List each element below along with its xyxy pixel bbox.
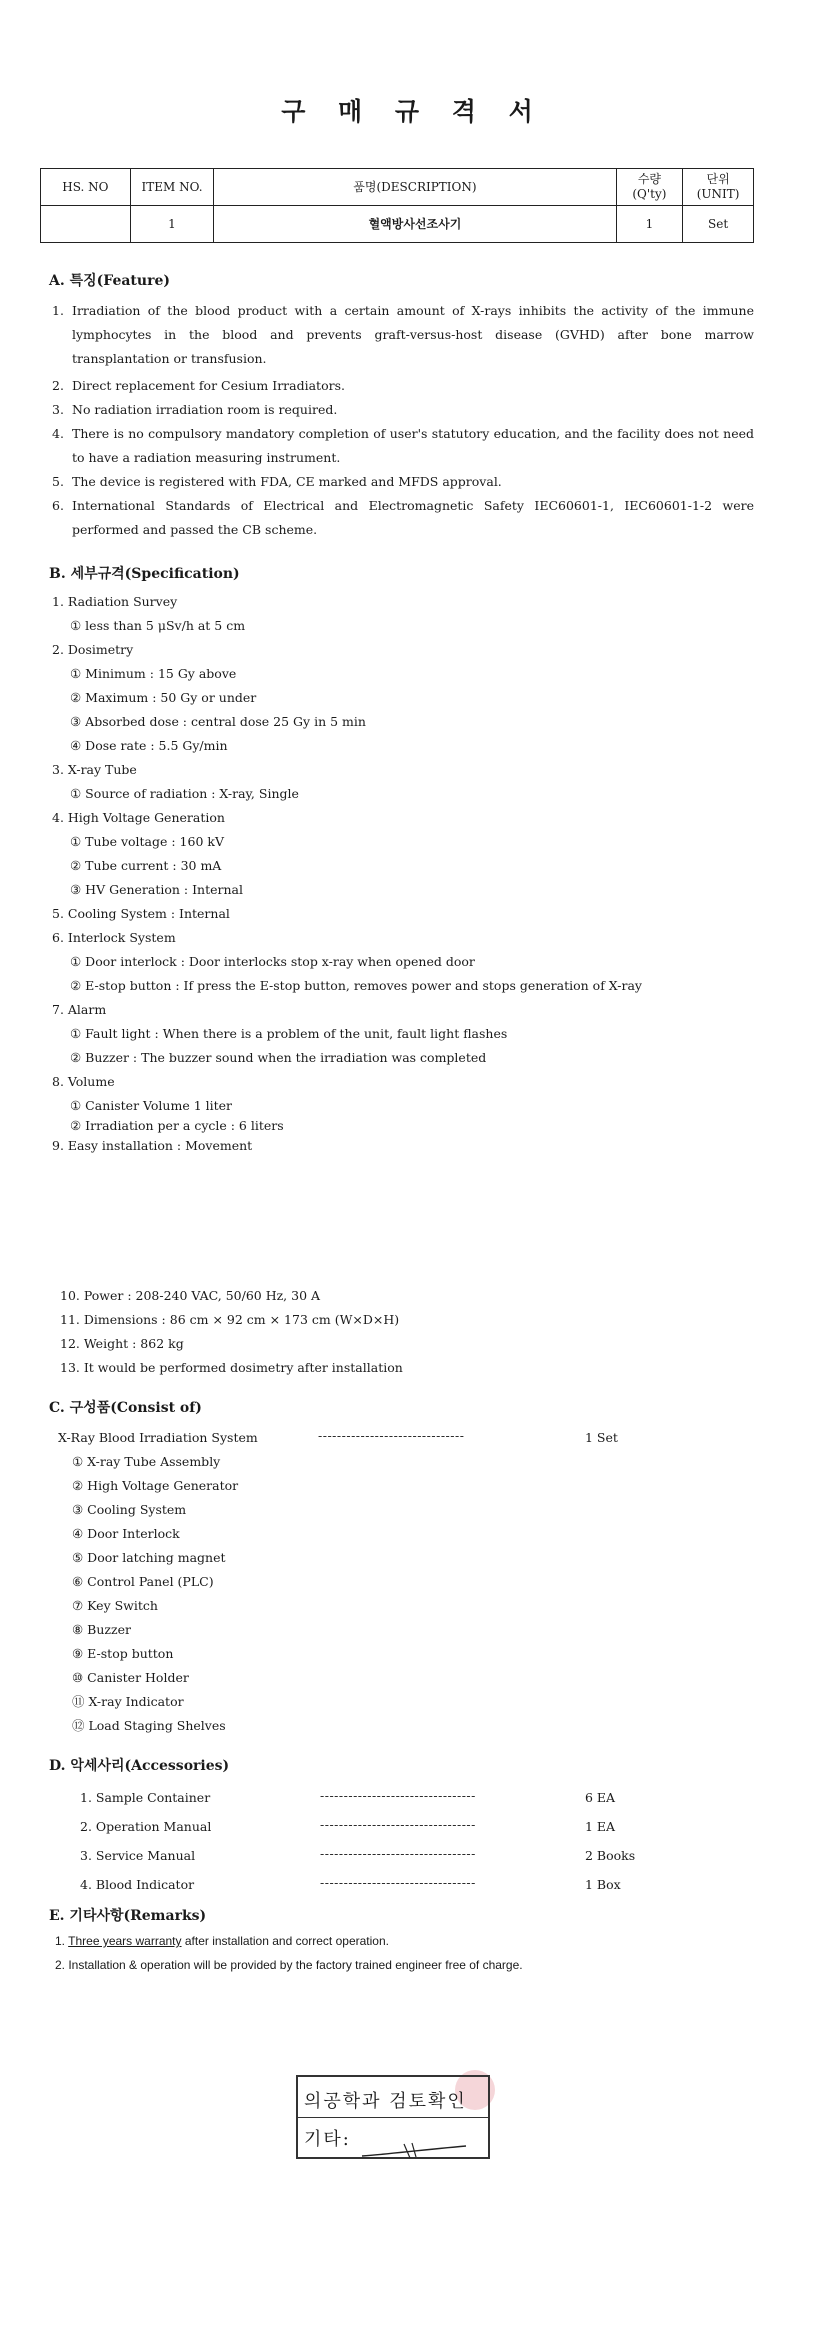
spec-line: ② Tube current : 30 mA [70,858,222,873]
accessory-dashes: --------------------------------- [320,1788,476,1803]
accessory-name: 4. Blood Indicator [80,1877,195,1892]
header-table-row [41,206,754,243]
cell-qty: 1 [616,206,683,243]
col-unit-ko: 단위 [706,172,730,186]
remarks-heading: E. 기타사항(Remarks) [49,1908,207,1924]
col-unit-en: (UNIT) [696,187,740,201]
spec-line: 7. Alarm [52,1002,107,1017]
spec-line: 8. Volume [52,1074,115,1089]
stamp-line-1: 의공학과 검토확인 [304,2091,467,2112]
spec-line: ③ Absorbed dose : central dose 25 Gy in 5 min [70,714,366,729]
remark-2: 2. Installation & operation will be provided by the factory trained engineer free of charge. [55,1958,523,1972]
spec-line: 13. It would be performed dosimetry after installation [60,1360,403,1375]
spec-line: ① Tube voltage : 160 kV [70,834,224,849]
spec-line: 9. Easy installation : Movement [52,1138,253,1153]
feature-heading: A. 특징(Feature) [49,273,170,289]
consist-item: ② High Voltage Generator [72,1478,239,1493]
spec-line: 2. Dosimetry [52,642,134,657]
feature-num-4: 4. [52,426,64,441]
spec-line: ① Source of radiation : X-ray, Single [70,786,299,801]
document-title: 구 매 규 격 서 [281,97,545,126]
remark-1-underlined: Three years warranty [68,1934,182,1948]
spec-line: ① Door interlock : Door interlocks stop x-ray when opened door [70,954,475,969]
accessory-qty: 1 EA [585,1819,616,1834]
spec-line: ① less than 5 μSv/h at 5 cm [70,618,246,633]
consist-item: ⑧ Buzzer [72,1622,131,1637]
remark-1-rest: after installation and correct operation. [181,1934,389,1948]
spec-line: 1. Radiation Survey [52,594,178,609]
spec-line: ② Maximum : 50 Gy or under [70,690,257,705]
remark-1 [55,1933,389,1949]
feature-num-5: 5. [52,474,64,489]
col-item-no: ITEM NO. [130,169,213,206]
accessory-dashes: --------------------------------- [320,1875,476,1890]
spec-line: ③ HV Generation : Internal [70,882,243,897]
spec-line: 3. X-ray Tube [52,762,137,777]
accessory-qty: 2 Books [585,1848,636,1863]
header-table-head-row [41,169,754,206]
accessory-qty: 6 EA [585,1790,616,1805]
feature-text-5: The device is registered with FDA, CE marked and MFDS approval. [72,474,502,489]
consist-dashes: ------------------------------- [318,1428,465,1443]
consist-item: ③ Cooling System [72,1502,187,1517]
spec-heading: B. 세부규격(Specification) [49,566,240,582]
accessory-name: 2. Operation Manual [80,1819,212,1834]
spec-line: 6. Interlock System [52,930,176,945]
consist-item: ① X-ray Tube Assembly [72,1454,221,1469]
consist-item: ⑩ Canister Holder [72,1670,189,1685]
remark-1-num: 1. [55,1934,66,1948]
spec-line: ① Canister Volume 1 liter [70,1098,233,1113]
cell-hs-no [41,206,131,243]
accessory-name: 1. Sample Container [80,1790,211,1805]
consist-item: ⑥ Control Panel (PLC) [72,1574,214,1589]
feature-text-2: Direct replacement for Cesium Irradiators. [72,378,345,393]
spec-line: ④ Dose rate : 5.5 Gy/min [70,738,228,753]
feature-text-4: There is no compulsory mandatory completion of user's statutory education, and the facility does not need to have a radiation measuring instrument. [72,426,754,465]
consist-item: ⑦ Key Switch [72,1598,158,1613]
spec-line: ② Buzzer : The buzzer sound when the irradiation was completed [70,1050,487,1065]
col-qty-ko: 수량 [637,172,662,186]
col-unit [683,169,754,206]
feature-text-3: No radiation irradiation room is required. [72,402,338,417]
spec-line: 4. High Voltage Generation [52,810,225,825]
accessory-dashes: --------------------------------- [320,1846,476,1861]
feature-num-6: 6. [52,498,64,513]
feature-num-3: 3. [52,402,64,417]
consist-system-qty: 1 Set [585,1430,618,1445]
consist-item: ⑤ Door latching magnet [72,1550,226,1565]
accessories-heading: D. 악세사리(Accessories) [49,1758,230,1774]
header-table [40,168,754,243]
feature-text-6: International Standards of Electrical and Electromagnetic Safety IEC60601-1, IEC60601-1-2 were performed and passed the CB scheme. [72,498,754,537]
consist-item: ⑨ E-stop button [72,1646,174,1661]
handwritten-signature [360,2140,470,2162]
spec-line: 10. Power : 208-240 VAC, 50/60 Hz, 30 A [60,1288,321,1303]
consist-item: ④ Door Interlock [72,1526,180,1541]
stamp-line-2: 기타: [304,2129,351,2150]
spec-line: ① Minimum : 15 Gy above [70,666,237,681]
accessory-dashes: --------------------------------- [320,1817,476,1832]
col-description: 품명(DESCRIPTION) [214,169,616,206]
col-qty [616,169,683,206]
accessory-qty: 1 Box [585,1877,621,1892]
consist-system: X-Ray Blood Irradiation System [58,1430,258,1445]
col-qty-en: (Q'ty) [632,187,667,201]
consist-item: ⑫ Load Staging Shelves [72,1718,226,1733]
cell-unit: Set [683,206,754,243]
spec-line: ② E-stop button : If press the E-stop button, removes power and stops generation of X-ray [70,978,642,993]
consist-heading: C. 구성품(Consist of) [49,1400,202,1416]
spec-line: 12. Weight : 862 kg [60,1336,184,1351]
col-hs-no: HS. NO [41,169,131,206]
spec-line: ① Fault light : When there is a problem of the unit, fault light flashes [70,1026,508,1041]
feature-num-1: 1. [52,303,64,318]
spec-line: 11. Dimensions : 86 cm × 92 cm × 173 cm (W×D×H) [60,1312,400,1327]
feature-num-2: 2. [52,378,64,393]
spec-line: 5. Cooling System : Internal [52,906,230,921]
feature-text-1: Irradiation of the blood product with a certain amount of X-rays inhibits the activity of the immune lymphocytes in the blood and prevents graft-versus-host disease (GVHD) after bone marrow transplantation or transfusion. [72,303,754,366]
accessory-name: 3. Service Manual [80,1848,196,1863]
cell-item-no: 1 [130,206,213,243]
spec-line: ② Irradiation per a cycle : 6 liters [70,1118,284,1133]
cell-description: 혈액방사선조사기 [214,206,616,243]
consist-item: ⑪ X-ray Indicator [72,1694,184,1709]
stamp-divider [298,2117,488,2118]
